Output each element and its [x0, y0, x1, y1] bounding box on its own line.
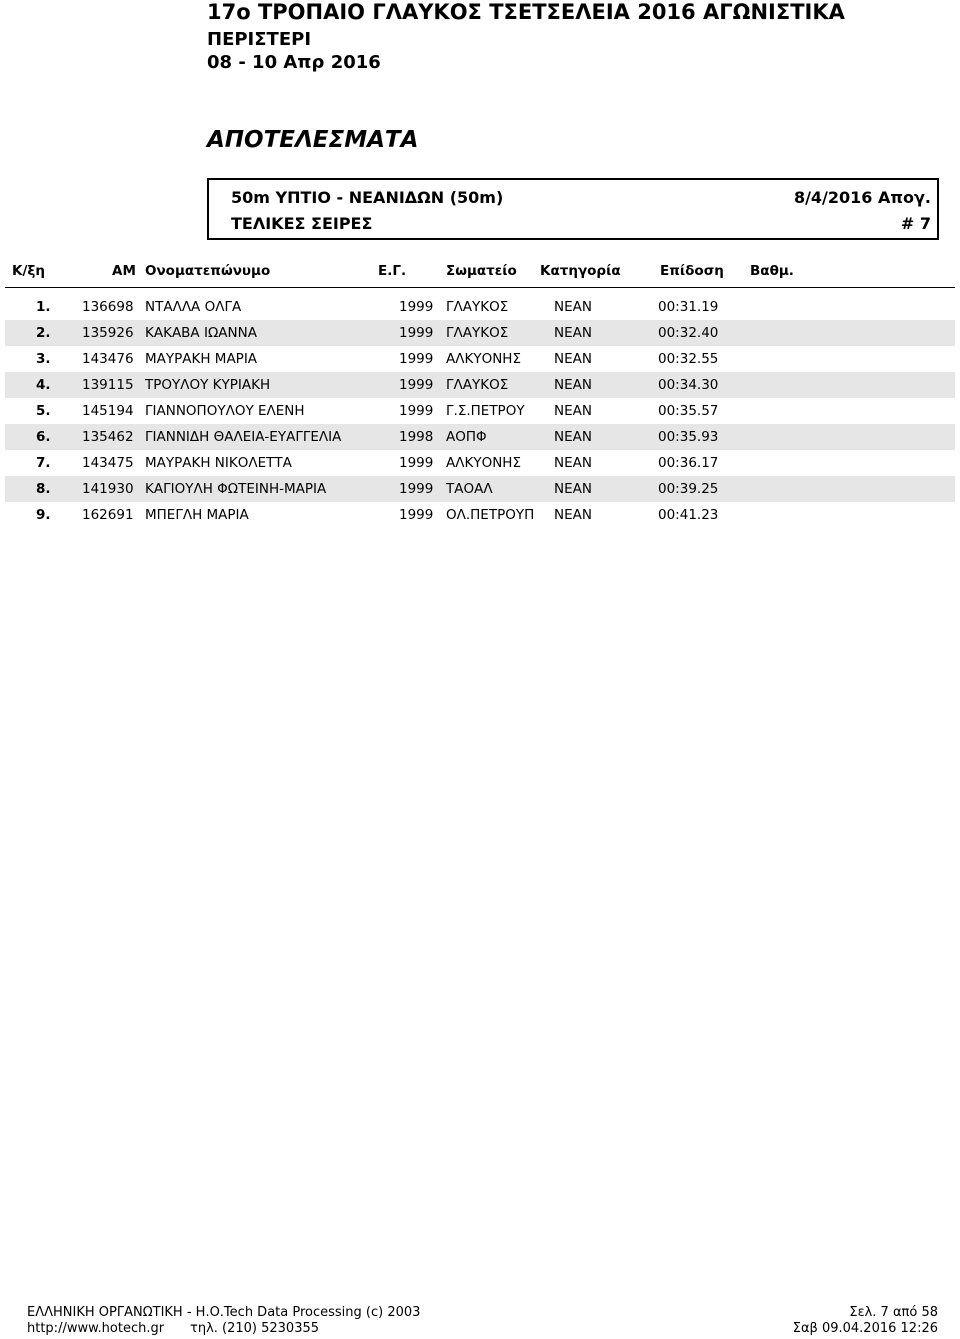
table-row	[5, 372, 955, 398]
rank-cell: 8.	[36, 481, 51, 497]
year-cell: 1999	[399, 299, 434, 315]
event-date-session: 8/4/2016 Απογ.	[793, 188, 931, 207]
event-name: 50m ΥΠΤΙΟ - ΝΕΑΝΙΔΩΝ (50m)	[231, 188, 504, 207]
table-row	[5, 398, 955, 424]
event-box	[207, 178, 939, 240]
time-cell: 00:35.57	[658, 403, 719, 419]
col-time: Επίδοση	[660, 263, 724, 279]
footer-url[interactable]: http://www.hotech.gr	[27, 1321, 165, 1336]
table-row	[5, 320, 955, 346]
col-am: ΑΜ	[112, 263, 136, 279]
am-cell: 135926	[82, 325, 134, 341]
table-row	[5, 294, 955, 320]
am-cell: 143476	[82, 351, 134, 367]
year-cell: 1998	[399, 429, 434, 445]
rank-cell: 5.	[36, 403, 51, 419]
category-cell: ΝΕΑΝ	[554, 377, 592, 393]
club-cell: Γ.Σ.ΠΕΤΡΟΥ	[446, 403, 525, 419]
rank-cell: 6.	[36, 429, 51, 445]
name-cell: ΤΡΟΥΛΟΥ ΚΥΡΙΑΚΗ	[145, 377, 271, 393]
am-cell: 135462	[82, 429, 134, 445]
rank-cell: 9.	[36, 507, 51, 523]
club-cell: ΑΟΠΦ	[446, 429, 487, 445]
am-cell: 162691	[82, 507, 134, 523]
table-row	[5, 450, 955, 476]
category-cell: ΝΕΑΝ	[554, 403, 592, 419]
name-cell: ΝΤΑΛΛΑ ΟΛΓΑ	[145, 299, 242, 315]
meet-title: 17ο ΤΡΟΠΑΙΟ ΓΛΑΥΚΟΣ ΤΣΕΤΣΕΛΕΙΑ 2016 ΑΓΩΝΙΣΤΙΚΑ	[207, 0, 845, 24]
table-row	[5, 502, 955, 528]
table-row	[5, 424, 955, 450]
footer-org: ΕΛΛΗΝΙΚΗ ΟΡΓΑΝΩΤΙΚΗ - Η.Ο.Tech Data Processing (c) 2003	[27, 1305, 421, 1320]
rank-cell: 1.	[36, 299, 51, 315]
club-cell: ΑΛΚΥΟΝΗΣ	[446, 351, 521, 367]
rank-cell: 7.	[36, 455, 51, 471]
name-cell: ΚΑΓΙΟΥΛΗ ΦΩΤΕΙΝΗ-ΜΑΡΙΑ	[145, 481, 327, 497]
col-club: Σωματείο	[446, 263, 517, 279]
category-cell: ΝΕΑΝ	[554, 429, 592, 445]
category-cell: ΝΕΑΝ	[554, 455, 592, 471]
table-row	[5, 346, 955, 372]
rank-cell: 4.	[36, 377, 51, 393]
meet-dates: 08 - 10 Απρ 2016	[207, 52, 381, 73]
col-category: Κατηγορία	[540, 263, 621, 279]
time-cell: 00:32.55	[658, 351, 719, 367]
col-year: Ε.Γ.	[378, 263, 407, 279]
time-cell: 00:41.23	[658, 507, 719, 523]
name-cell: ΓΙΑΝΝΟΠΟΥΛΟΥ ΕΛΕΝΗ	[145, 403, 305, 419]
event-round: ΤΕΛΙΚΕΣ ΣΕΙΡΕΣ	[231, 214, 373, 233]
am-cell: 139115	[82, 377, 134, 393]
club-cell: ΓΛΑΥΚΟΣ	[446, 299, 509, 315]
name-cell: ΓΙΑΝΝΙΔΗ ΘΑΛΕΙΑ-ΕΥΑΓΓΕΛΙΑ	[145, 429, 342, 445]
time-cell: 00:39.25	[658, 481, 719, 497]
year-cell: 1999	[399, 481, 434, 497]
meet-place: ΠΕΡΙΣΤΕΡΙ	[207, 29, 312, 50]
name-cell: ΜΑΥΡΑΚΗ ΜΑΡΙΑ	[145, 351, 258, 367]
am-cell: 141930	[82, 481, 134, 497]
category-cell: ΝΕΑΝ	[554, 351, 592, 367]
footer-printed: Σαβ 09.04.2016 12:26	[792, 1321, 938, 1336]
col-rank: Κ/ξη	[12, 263, 45, 279]
col-name: Ονοματεπώνυμο	[145, 263, 271, 279]
name-cell: ΚΑΚΑΒΑ ΙΩΑΝΝΑ	[145, 325, 257, 341]
year-cell: 1999	[399, 377, 434, 393]
time-cell: 00:36.17	[658, 455, 719, 471]
time-cell: 00:32.40	[658, 325, 719, 341]
year-cell: 1999	[399, 403, 434, 419]
header-divider	[5, 287, 955, 288]
year-cell: 1999	[399, 455, 434, 471]
time-cell: 00:31.19	[658, 299, 719, 315]
club-cell: ΑΛΚΥΟΝΗΣ	[446, 455, 521, 471]
year-cell: 1999	[399, 325, 434, 341]
col-points: Βαθμ.	[750, 263, 794, 279]
table-row	[5, 476, 955, 502]
rank-cell: 3.	[36, 351, 51, 367]
name-cell: ΜΠΕΓΛΗ ΜΑΡΙΑ	[145, 507, 249, 523]
event-number: # 7	[900, 214, 931, 233]
am-cell: 145194	[82, 403, 134, 419]
category-cell: ΝΕΑΝ	[554, 299, 592, 315]
footer-page: Σελ. 7 από 58	[849, 1305, 938, 1320]
am-cell: 143475	[82, 455, 134, 471]
name-cell: ΜΑΥΡΑΚΗ ΝΙΚΟΛΕΤΤΑ	[145, 455, 292, 471]
category-cell: ΝΕΑΝ	[554, 507, 592, 523]
club-cell: ΟΛ.ΠΕΤΡΟΥΠ	[446, 507, 535, 523]
club-cell: ΓΛΑΥΚΟΣ	[446, 325, 509, 341]
club-cell: ΤΑΟΑΛ	[446, 481, 493, 497]
am-cell: 136698	[82, 299, 134, 315]
time-cell: 00:34.30	[658, 377, 719, 393]
rank-cell: 2.	[36, 325, 51, 341]
results-title: ΑΠΟΤΕΛΕΣΜΑΤΑ	[207, 127, 419, 153]
year-cell: 1999	[399, 507, 434, 523]
club-cell: ΓΛΑΥΚΟΣ	[446, 377, 509, 393]
time-cell: 00:35.93	[658, 429, 719, 445]
footer-phone: τηλ. (210) 5230355	[190, 1321, 320, 1336]
category-cell: ΝΕΑΝ	[554, 481, 592, 497]
category-cell: ΝΕΑΝ	[554, 325, 592, 341]
year-cell: 1999	[399, 351, 434, 367]
